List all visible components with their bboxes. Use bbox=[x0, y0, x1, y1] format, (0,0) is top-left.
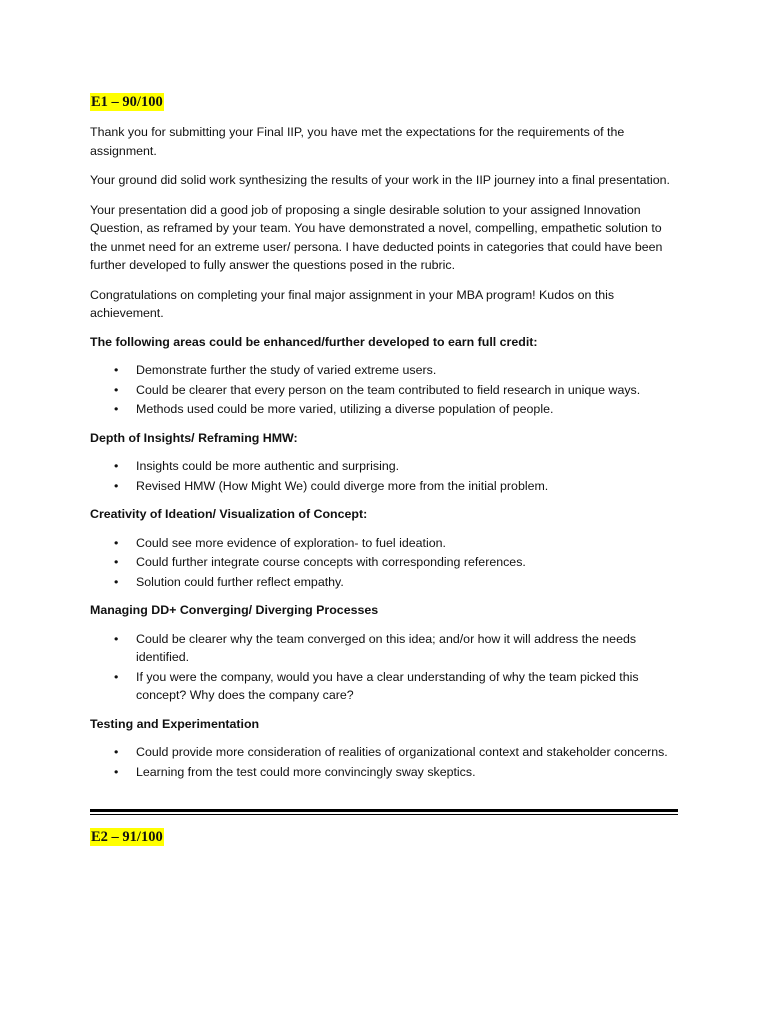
e1-paragraph-2: Your ground did solid work synthesizing the results of your work in the IIP journey into a final presentation. bbox=[90, 173, 670, 187]
bullet-icon: • bbox=[114, 669, 119, 684]
bullet-icon: • bbox=[114, 363, 119, 377]
bullet-icon: • bbox=[114, 764, 119, 779]
list-item: • Revised HMW (How Might We) could diverge more from the initial problem. bbox=[90, 477, 680, 496]
document-page bbox=[90, 93, 680, 846]
list-item: • Insights could be more authentic and surprising. bbox=[90, 457, 680, 476]
list-item: • If you were the company, would you have a clear understanding of why the team picked this concept? Why does the company care? bbox=[114, 669, 639, 702]
list-item: • Could see more evidence of exploration- to fuel ideation. bbox=[90, 534, 680, 553]
bullet-icon: • bbox=[114, 535, 119, 550]
e1-grade-title: E1 – 90/100 bbox=[91, 94, 163, 110]
bullet-icon: • bbox=[114, 382, 119, 397]
e1-paragraph-1: Thank you for submitting your Final IIP, you have met the expectations for the requirements of the assignment. bbox=[90, 125, 625, 158]
list-item: • Could provide more consideration of realities of organizational context and stakeholder concerns. bbox=[90, 743, 680, 762]
e1-paragraph-3: Your presentation did a good job of proposing a single desirable solution to your assigned Innovation Question, as reframed by your team. You have demonstrated a novel, compelling, empathetic solution to the unmet need for an extreme user/ persona. I have deducted points in categories that could have been further developed to fully answer the questions posed in the rubric. bbox=[90, 202, 663, 272]
bullet-icon: • bbox=[114, 631, 119, 646]
section-heading-enhance: The following areas could be enhanced/further developed to earn full credit: bbox=[90, 334, 538, 349]
section-heading-converging: Managing DD+ Converging/ Diverging Processes bbox=[90, 603, 379, 617]
e1-paragraph-4: Congratulations on completing your final major assignment in your MBA program! Kudos on this achievement. bbox=[90, 287, 615, 320]
divider-thin-line bbox=[90, 814, 678, 815]
bullet-icon: • bbox=[114, 555, 119, 569]
section-divider bbox=[90, 809, 678, 815]
section-heading-insights: Depth of Insights/ Reframing HMW: bbox=[90, 430, 298, 445]
bullet-list-insights bbox=[90, 457, 680, 495]
bullet-icon: • bbox=[114, 574, 119, 589]
list-item: • Could be clearer why the team converged on this idea; and/or how it will address the needs identified. bbox=[114, 631, 637, 664]
divider-thick-line bbox=[90, 809, 678, 812]
section-heading-testing: Testing and Experimentation bbox=[90, 716, 260, 731]
bullet-list-enhance bbox=[90, 361, 680, 419]
list-item: • Solution could further reflect empathy. bbox=[90, 573, 680, 592]
bullet-icon: • bbox=[114, 402, 119, 416]
list-item: • Demonstrate further the study of varied extreme users. bbox=[90, 361, 680, 380]
section-heading-ideation: Creativity of Ideation/ Visualization of Concept: bbox=[90, 507, 368, 521]
bullet-list-converging bbox=[90, 630, 680, 705]
e2-section bbox=[90, 828, 680, 846]
bullet-list-testing bbox=[90, 743, 680, 781]
bullet-icon: • bbox=[114, 478, 119, 493]
list-item: • Could be clearer that every person on the team contributed to field research in unique ways. bbox=[90, 381, 680, 400]
e1-section bbox=[90, 93, 680, 781]
bullet-icon: • bbox=[114, 459, 119, 473]
list-item: • Could further integrate course concepts with corresponding references. bbox=[90, 553, 680, 572]
list-item: • Learning from the test could more convincingly sway skeptics. bbox=[90, 763, 680, 782]
bullet-icon: • bbox=[114, 745, 119, 759]
e2-grade-title: E2 – 91/100 bbox=[91, 829, 163, 845]
list-item: • Methods used could be more varied, utilizing a diverse population of people. bbox=[90, 400, 680, 419]
bullet-list-ideation bbox=[90, 534, 680, 592]
